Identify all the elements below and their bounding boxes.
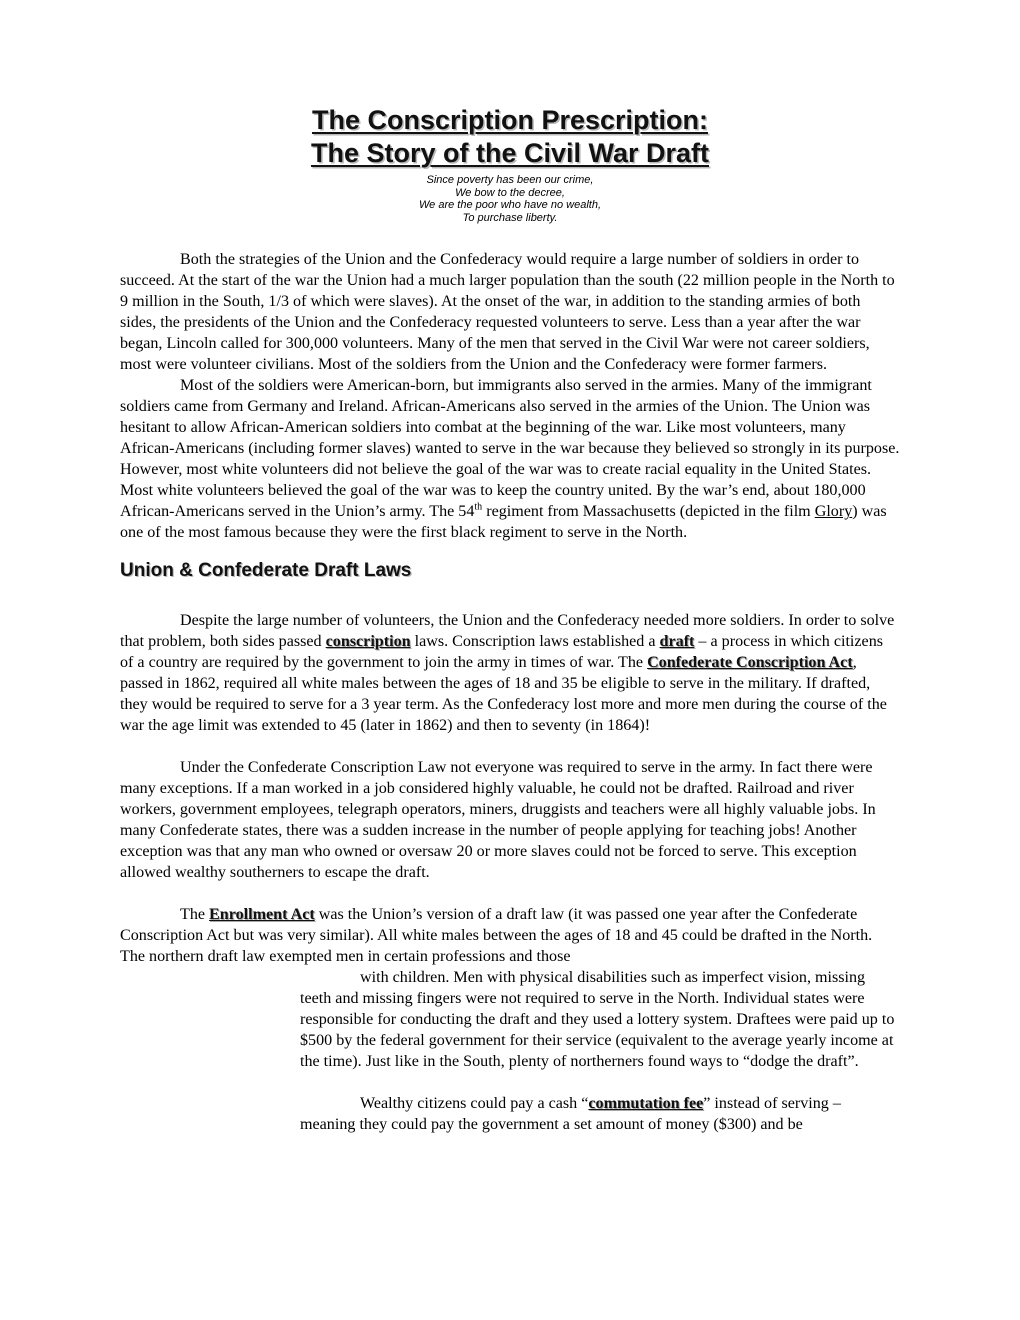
intro-p2-text-a: Most of the soldiers were American-born, but immigrants also served in the armies. Many of the immigrant soldiers came from Germany and Ireland. African-Americans also served in the armies of the Union. The Union was hesitant to allow African-American soldiers into combat at the beginning of the war. Like most volunteers, many African-Americans (including former slaves) wanted to serve in the war because they believed so strongly in its purpose. However, most white volunteers did not believe the goal of the war was to create racial equality in the United States. Most white volunteers believed the goal of the war was to keep the country united. By the war’s end, about 180,000 African-Americans served in the Union’s army. The 54 bbox=[120, 377, 900, 520]
term-draft: draft bbox=[659, 633, 695, 650]
draft-paragraph-2: Under the Confederate Conscription Law not everyone was required to serve in the army. In fact there were many exceptions. If a man worked in a job considered highly valuable, he could not be drafted. Railroad and river workers, government employees, telegraph operators, miners, druggists and teachers were all highly valuable jobs. In many Confederate states, there was a sudden increase in the number of people applying for teaching jobs! Another exception was that any man who owned or oversaw 20 or more slaves could not be forced to serve. This exception allowed wealthy southerners to escape the draft. bbox=[120, 759, 876, 881]
draft-paragraph-4 bbox=[300, 1093, 900, 1135]
draft-p1-text-d: , passed in 1862, required all white males between the ages of 18 and 35 be eligible to serve in the military. If drafted, they would be required to serve for a 3 year term. As the Confederacy lost more and more men during the course of the war the age limit was extended to 45 (later in 1862) and then to seventy (in 1864)! bbox=[120, 654, 887, 734]
draft-paragraph-3-continued: with children. Men with physical disabilities such as imperfect vision, missing teeth and missing fingers were not required to serve in the North. Individual states were responsible for conducting the draft and they used a lottery system. Draftees were paid up to $500 by the federal government for their service (equivalent to the average yearly income at the time). Just like in the South, plenty of northerners found ways to “dodge the draft”. bbox=[300, 969, 895, 1070]
title-line-2: The Story of the Civil War Draft bbox=[310, 138, 710, 168]
poem-line: We are the poor who have no wealth, bbox=[418, 199, 602, 211]
draft-p1-text-c: – a process in which citizens of a country are required by the government to join the army in times of war. The bbox=[120, 633, 884, 671]
indented-text-block bbox=[300, 967, 900, 1135]
title-line-1: The Conscription Prescription: bbox=[311, 105, 709, 135]
draft-p4-text-b: ” instead of serving – meaning they could pay the government a set amount of money ($300) and be bbox=[300, 1095, 841, 1133]
term-enrollment-act: Enrollment Act bbox=[209, 906, 315, 923]
poem-line: To purchase liberty. bbox=[462, 211, 558, 224]
epigraph-poem bbox=[120, 174, 900, 224]
term-commutation-fee: commutation fee bbox=[588, 1095, 704, 1112]
section-heading: Union & Confederate Draft Laws bbox=[120, 560, 412, 581]
poem-line: We bow to the decree, bbox=[455, 186, 565, 199]
intro-paragraph-1: Both the strategies of the Union and the Confederacy would require a large number of soldiers in order to succeed. At the start of the war the Union had a much larger population than the south (22 million people in the North to 9 million in the South, 1/3 of which were slaves). At the onset of the war, in addition to the standing armies of both sides, the presidents of the Union and the Confederacy requested volunteers to serve. Less than a year after the war began, Lincoln called for 300,000 volunteers. Many of the men that served in the Civil War were not career soldiers, most were volunteer civilians. Most of the soldiers from the Union and the Confederacy were former farmers. bbox=[120, 251, 895, 373]
ordinal-suffix: th bbox=[474, 501, 483, 513]
term-conscription: conscription bbox=[325, 633, 411, 650]
intro-paragraph-2 bbox=[120, 375, 900, 543]
term-confederate-conscription-act: Confederate Conscription Act bbox=[647, 654, 853, 671]
film-title: Glory bbox=[814, 503, 853, 520]
document-page bbox=[120, 104, 900, 1135]
draft-p3-text-a: The bbox=[180, 906, 210, 923]
draft-p4-text-a: Wealthy citizens could pay a cash “ bbox=[360, 1095, 589, 1112]
document-title bbox=[120, 104, 900, 170]
intro-p2-text-b: regiment from Massachusetts (depicted in the film bbox=[482, 503, 815, 520]
draft-p3-text-b: was the Union’s version of a draft law (it was passed one year after the Confederate Conscription Act but was very similar). All white males between the ages of 18 and 45 could be drafted in the North. The northern draft law exempted men in certain professions and those bbox=[120, 906, 873, 965]
draft-paragraph-3 bbox=[120, 904, 900, 967]
draft-p1-text-a: Despite the large number of volunteers, the Union and the Confederacy needed more soldiers. In order to solve that problem, both sides passed bbox=[120, 612, 895, 650]
draft-paragraph-1 bbox=[120, 610, 900, 736]
poem-line: Since poverty has been our crime, bbox=[426, 174, 594, 186]
draft-p1-text-b: laws. Conscription laws established a bbox=[410, 633, 660, 650]
intro-p2-text-c: ) was one of the most famous because they were the first black regiment to serve in the North. bbox=[120, 503, 887, 541]
